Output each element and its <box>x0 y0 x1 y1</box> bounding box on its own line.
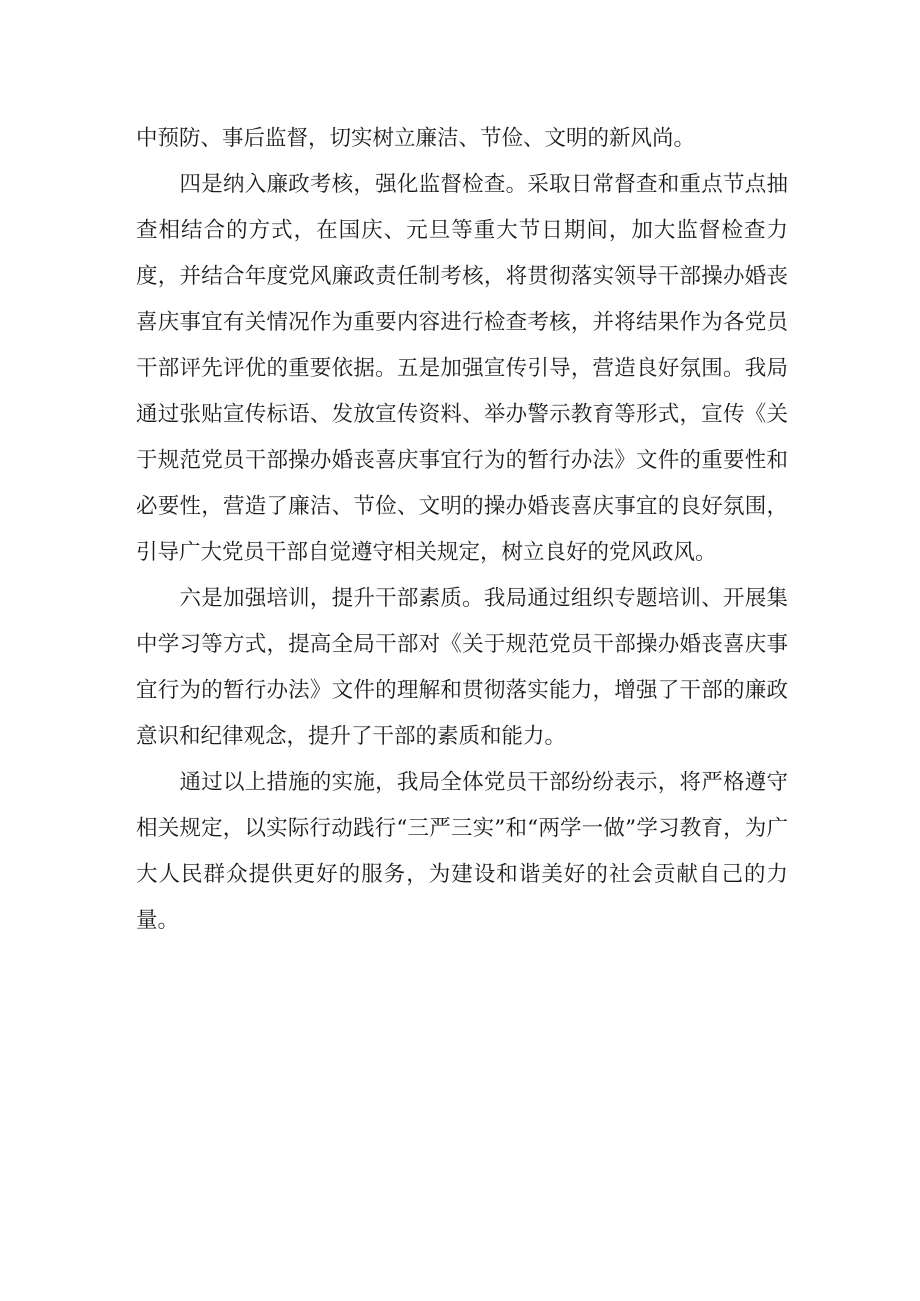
paragraph-conclusion: 通过以上措施的实施，我局全体党员干部纷纷表示，将严格遵守相关规定，以实际行动践行“三严三实”和“两学一做”学习教育，为广大人民群众提供更好的服务，为建设和谐美好的社会贡献自己的力量。 <box>136 770 788 933</box>
paragraph-training: 六是加强培训，提升干部素质。我局通过组织专题培训、开展集中学习等方式，提高全局干部对《关于规范党员干部操办婚丧喜庆事宜行为的暂行办法》文件的理解和贯彻落实能力，增强了干部的廉政意识和纪律观念，提升了干部的素质和能力。 <box>136 586 788 749</box>
document-body <box>136 116 788 944</box>
paragraph-inspection-and-publicity: 四是纳入廉政考核，强化监督检查。采取日常督查和重点节点抽查相结合的方式，在国庆、元旦等重大节日期间，加大监督检查力度，并结合年度党风廉政责任制考核，将贯彻落实领导干部操办婚丧喜庆事宜有关情况作为重要内容进行检查考核，并将结果作为各党员干部评先评优的重要依据。五是加强宣传引导，营造良好氛围。我局通过张贴宣传标语、发放宣传资料、举办警示教育等形式，宣传《关于规范党员干部操办婚丧喜庆事宜行为的暂行办法》文件的重要性和必要性，营造了廉洁、节俭、文明的操办婚丧喜庆事宜的良好氛围，引导广大党员干部自觉遵守相关规定，树立良好的党风政风。 <box>136 172 788 565</box>
paragraph-continuation: 中预防、事后监督，切实树立廉洁、节俭、文明的新风尚。 <box>136 126 696 151</box>
